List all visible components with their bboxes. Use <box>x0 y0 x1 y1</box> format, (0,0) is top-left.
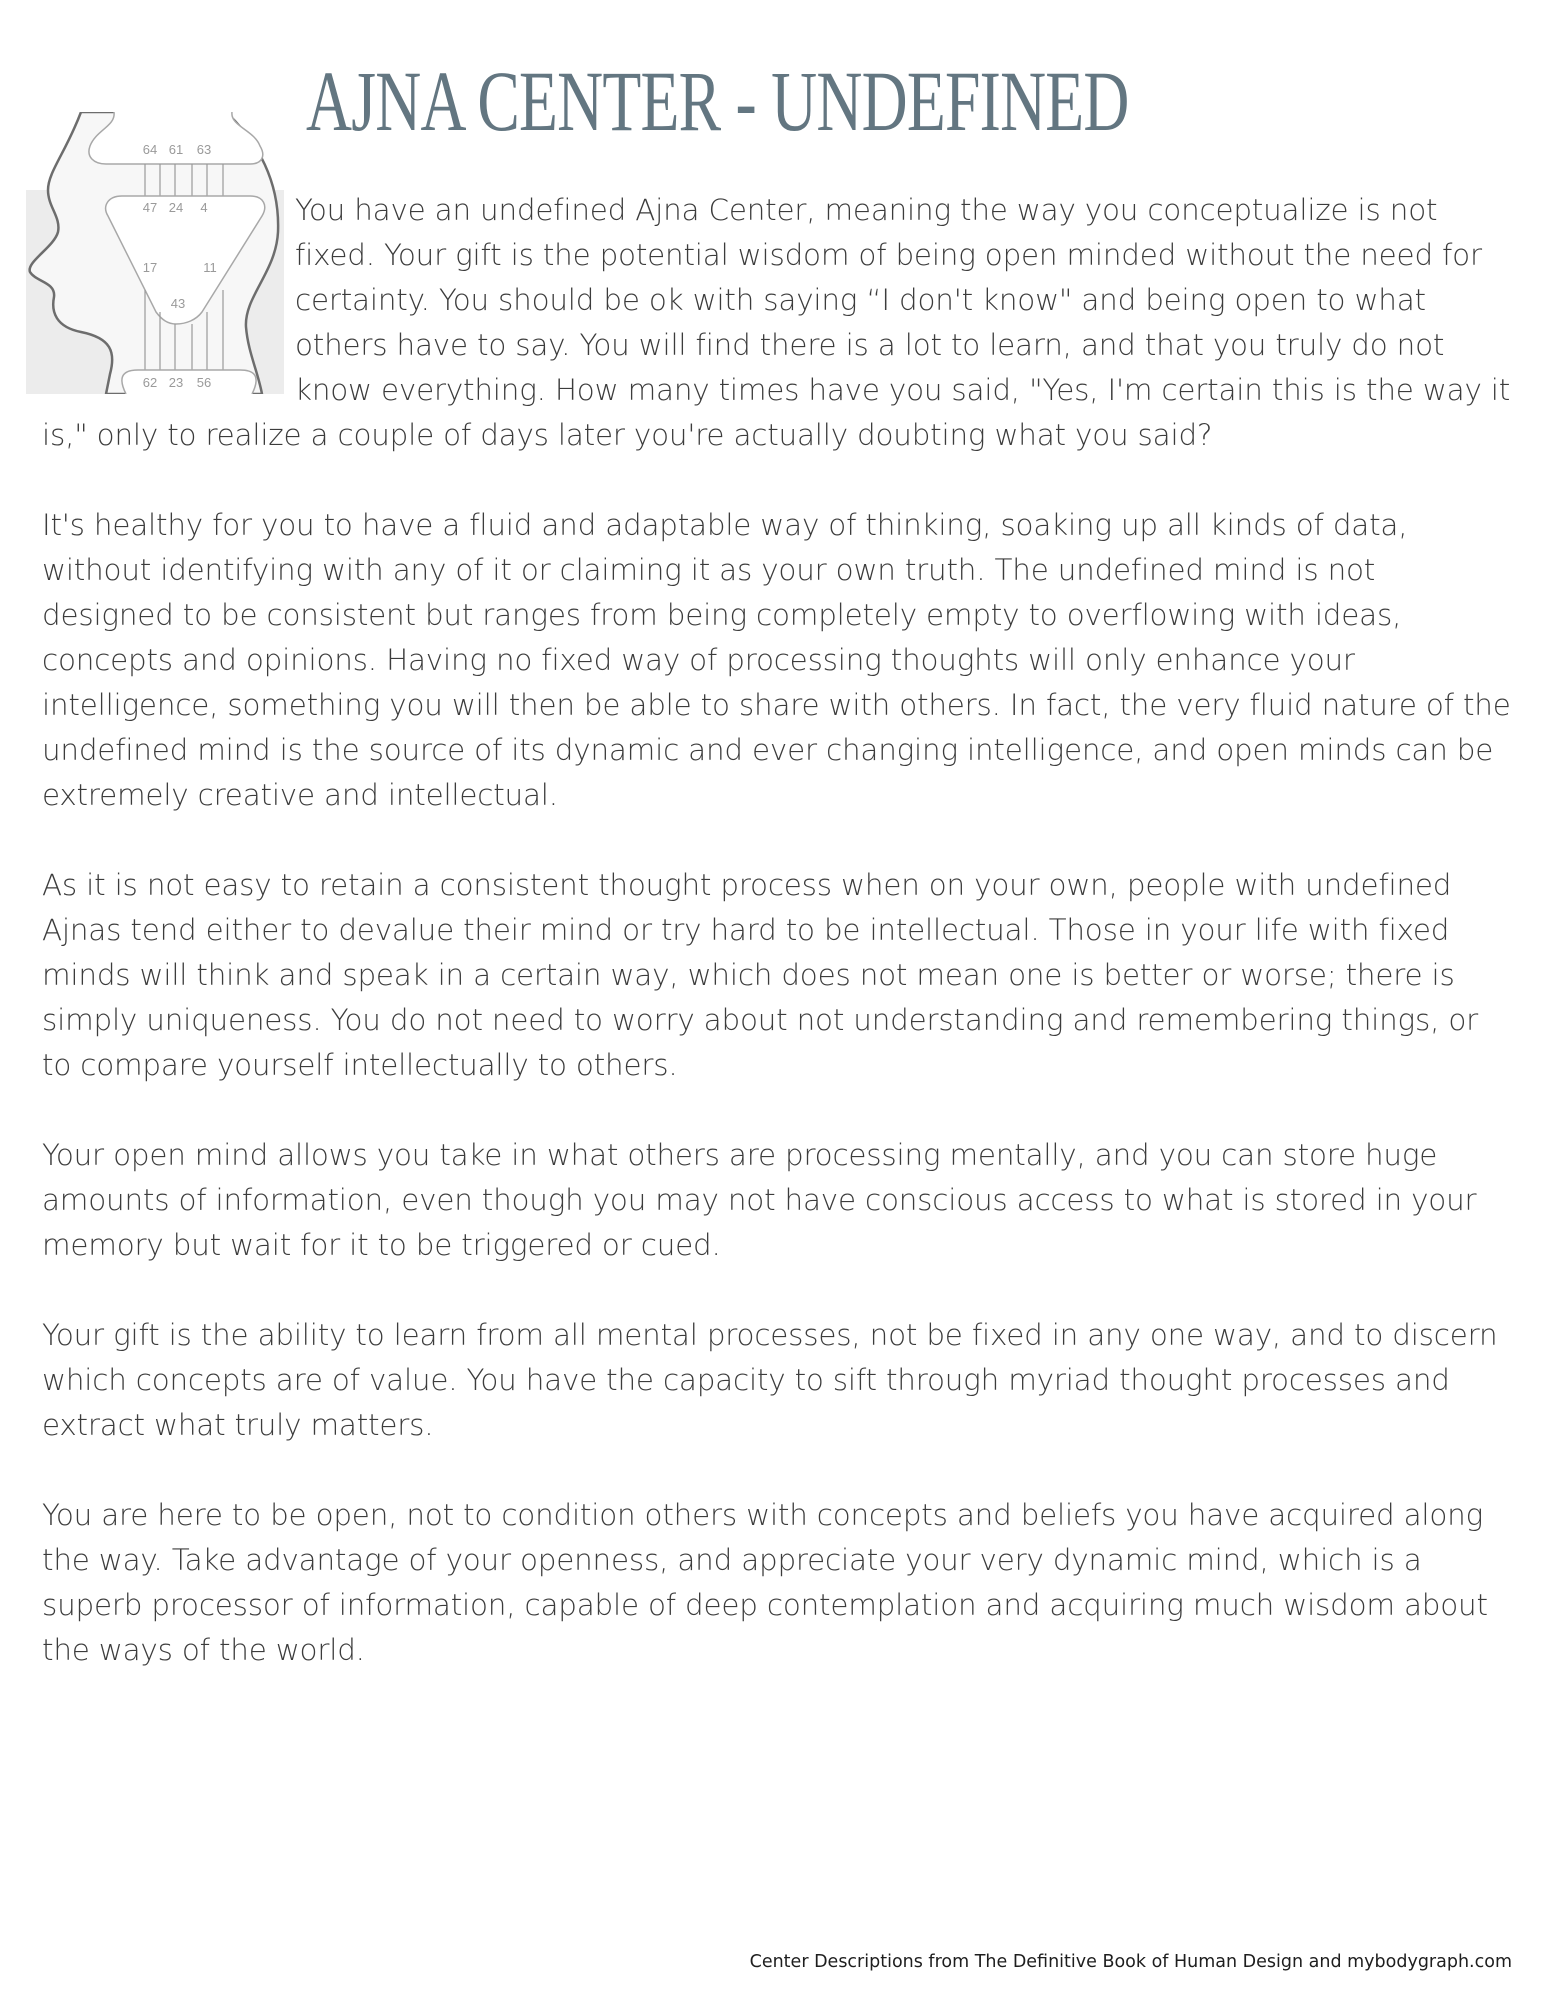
paragraph-gift: Your gift is the ability to learn from all mental processes, not be fixed in any one way, and to discern which concepts are of value. You have the capacity to sift through myriad thought processes and extract what truly matters. <box>42 1318 1498 1442</box>
footer-credit: Center Descriptions from The Definitive Book of Human Design and mybodygraph.com <box>749 1952 1512 1972</box>
gate-label: 62 <box>142 375 158 390</box>
body-content <box>42 188 1512 1718</box>
gate-label: 56 <box>196 375 212 390</box>
paragraph-intro: You have an undefined Ajna Center, meaning the way you conceptualize is not fixed. Your gift is the potential wisdom of being open minded without the need for certainty. You should be ok with saying “I don't know" and being open to what others have to say. You will find there is a lot to learn, and that you truly do not know everything. How many times have you said, "Yes, I'm certain this is the way it is," only to realize a couple of days later you're actually doubting what you said? <box>42 193 1511 452</box>
gate-label: 64 <box>142 142 158 157</box>
gate-label: 23 <box>168 375 184 390</box>
paragraph-purpose: You are here to be open, not to condition others with concepts and beliefs you have acquired along the way. Take advantage of your openness, and appreciate your very dynamic mind, which is a superb processor of information, capable of deep contemplation and acquiring much wisdom about the ways of the world. <box>42 1498 1488 1667</box>
gate-label: 47 <box>142 200 158 215</box>
page-title: AJNA CENTER - UNDEFINED <box>306 53 1129 149</box>
figure-wrap-spacer <box>42 188 295 406</box>
gate-label: 43 <box>170 296 186 311</box>
gate-label: 4 <box>200 200 208 215</box>
gate-label: 11 <box>203 260 217 275</box>
paragraph-open-mind: Your open mind allows you take in what others are processing mentally, and you can store huge amounts of information, even though you may not have conscious access to what is stored in your memory but wait for it to be triggered or cued. <box>42 1138 1477 1262</box>
gate-label: 61 <box>168 142 184 157</box>
gate-label: 63 <box>196 142 212 157</box>
gate-label: 17 <box>142 260 158 275</box>
paragraph-consistency: As it is not easy to retain a consistent thought process when on your own, people with undefined Ajnas tend either to devalue their mind or try hard to be intellectual. Those in your life with fixed minds will think and speak in a certain way, which does not mean one is better or worse; there is simply uniqueness. You do not need to worry about not understanding and remembering things, or to compare yourself intellectually to others. <box>42 868 1479 1082</box>
paragraph-fluid-thinking: It's healthy for you to have a fluid and adaptable way of thinking, soaking up all kinds of data, without identifying with any of it or claiming it as your own truth. The undefined mind is not designed to be consistent but ranges from being completely empty to overflowing with ideas, concepts and opinions. Having no fixed way of processing thoughts will only enhance your intelligence, something you will then be able to share with others. In fact, the very fluid nature of the undefined mind is the source of its dynamic and ever changing intelligence, and open minds can be extremely creative and intellectual. <box>42 508 1511 812</box>
gate-label: 24 <box>168 200 184 215</box>
